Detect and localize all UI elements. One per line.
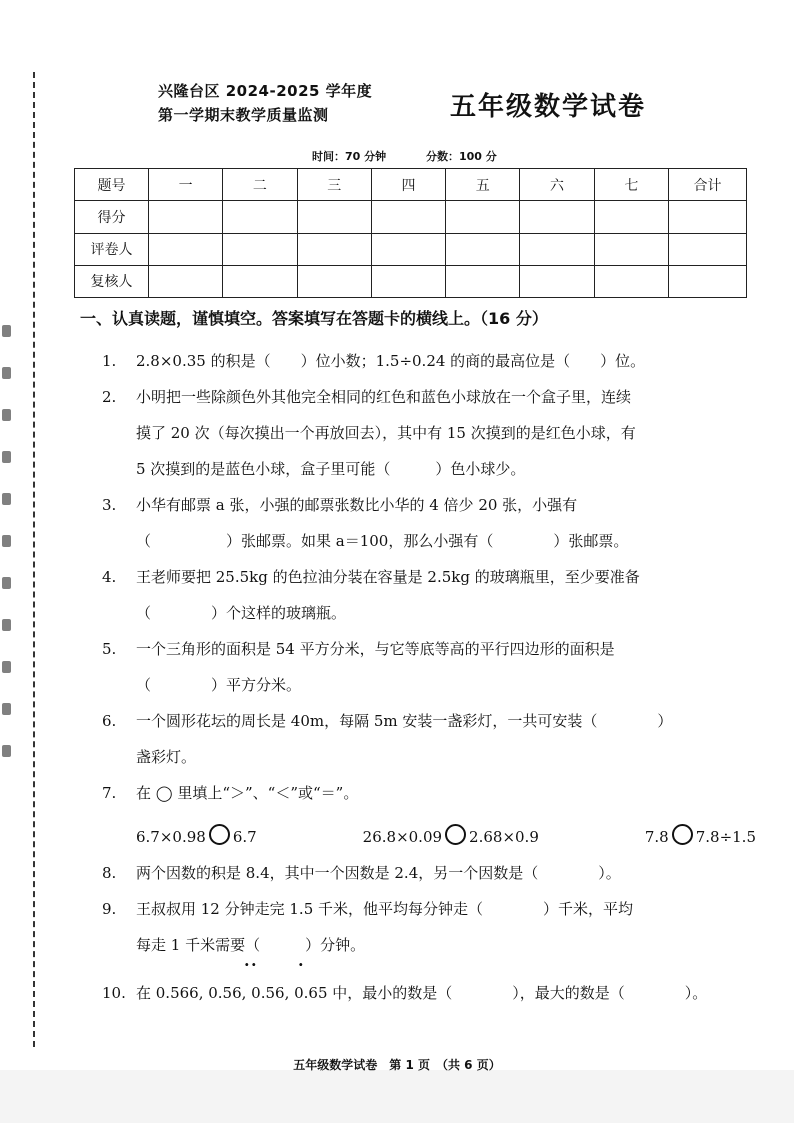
header-line1: 兴隆台区 2024-2025 学年度 bbox=[158, 82, 373, 100]
compare-right: 7.8÷1.5 bbox=[695, 828, 756, 846]
question-text: （ ）个这样的玻璃瓶。 bbox=[136, 604, 347, 622]
question-text: （ ）平方分米。 bbox=[136, 676, 302, 694]
binding-dashed-line bbox=[33, 72, 35, 1047]
exam-content bbox=[80, 300, 770, 1011]
time-limit: 时间：70 分钟 bbox=[312, 150, 387, 163]
grader-row bbox=[75, 233, 747, 265]
question-6 bbox=[80, 703, 770, 775]
question-text: 一个三角形的面积是 54 平方分米，与它等底等高的平行四边形的面积是 bbox=[136, 640, 615, 658]
exam-header bbox=[150, 80, 750, 140]
question-number: 2. bbox=[102, 388, 117, 406]
question-8 bbox=[80, 855, 770, 891]
question-number: 3. bbox=[102, 496, 117, 514]
score-cell[interactable] bbox=[669, 233, 747, 265]
score-cell[interactable] bbox=[149, 233, 223, 265]
header-cell: 三 bbox=[297, 169, 371, 201]
footer-band bbox=[0, 1070, 794, 1123]
total-score: 分数：100 分 bbox=[425, 150, 497, 163]
compare-right: 2.68×0.9 bbox=[469, 828, 539, 846]
compare-circle[interactable] bbox=[445, 824, 466, 845]
score-cell[interactable] bbox=[446, 201, 520, 233]
header-cell: 合计 bbox=[669, 169, 747, 201]
question-text: 摸了 20 次（每次摸出一个再放回去），其中有 15 次摸到的是红色小球，有 bbox=[136, 424, 636, 442]
question-number: 7. bbox=[102, 784, 117, 802]
question-number: 5. bbox=[102, 640, 117, 658]
row-label: 复核人 bbox=[75, 265, 149, 297]
question-number: 9. bbox=[102, 900, 117, 918]
question-number: 1. bbox=[102, 352, 117, 370]
compare-left: 6.7×0.98 bbox=[136, 828, 206, 846]
question-text: 每走 1 千米需要（ ）分钟。 bbox=[136, 936, 366, 954]
score-cell[interactable] bbox=[297, 265, 371, 297]
repeating-decimal-dots bbox=[80, 955, 770, 975]
question-5 bbox=[80, 631, 770, 703]
question-text: （ ）张邮票。如果 a＝100，那么小强有（ ）张邮票。 bbox=[136, 532, 629, 550]
score-cell[interactable] bbox=[520, 233, 594, 265]
compare-left: 26.8×0.09 bbox=[362, 828, 443, 846]
score-cell[interactable] bbox=[223, 233, 297, 265]
score-table bbox=[74, 168, 747, 298]
header-cell: 五 bbox=[446, 169, 520, 201]
question-text: 2.8×0.35 的积是（ ）位小数；1.5÷0.24 的商的最高位是（ ）位。 bbox=[136, 352, 646, 370]
compare-row bbox=[136, 819, 756, 855]
question-number: 10. bbox=[102, 984, 126, 1002]
score-cell[interactable] bbox=[446, 265, 520, 297]
compare-right: 6.7 bbox=[232, 828, 257, 846]
score-cell[interactable] bbox=[223, 265, 297, 297]
score-cell[interactable] bbox=[371, 265, 445, 297]
recurring-dot: · bbox=[298, 955, 304, 974]
header-cell: 一 bbox=[149, 169, 223, 201]
question-number: 8. bbox=[102, 864, 117, 882]
header-cell: 七 bbox=[594, 169, 668, 201]
score-cell[interactable] bbox=[149, 265, 223, 297]
question-text: 在 0.566, 0.56, 0.56, 0.65 中，最小的数是（ ），最大的数是（ ）。 bbox=[136, 984, 708, 1002]
score-cell[interactable] bbox=[669, 201, 747, 233]
section-title: 一、认真读题，谨慎填空。答案填写在答题卡的横线上。（16 分） bbox=[80, 309, 548, 328]
page-footer: 五年级数学试卷 第 1 页 （共 6 页） bbox=[293, 1058, 501, 1072]
question-10 bbox=[80, 975, 770, 1011]
score-cell[interactable] bbox=[149, 201, 223, 233]
question-7 bbox=[80, 775, 770, 855]
header-cell: 六 bbox=[520, 169, 594, 201]
question-text: 小华有邮票 a 张，小强的邮票张数比小华的 4 倍少 20 张，小强有 bbox=[136, 496, 578, 514]
score-cell[interactable] bbox=[297, 201, 371, 233]
compare-item bbox=[136, 819, 257, 855]
score-cell[interactable] bbox=[669, 265, 747, 297]
question-number: 4. bbox=[102, 568, 117, 586]
score-cell[interactable] bbox=[297, 233, 371, 265]
question-2 bbox=[80, 379, 770, 487]
row-label: 得分 bbox=[75, 201, 149, 233]
compare-circle[interactable] bbox=[209, 824, 230, 845]
binding-margin-marks bbox=[0, 325, 16, 787]
question-text: 小明把一些除颜色外其他完全相同的红色和蓝色小球放在一个盒子里，连续 bbox=[136, 388, 632, 406]
score-table-header bbox=[75, 169, 747, 201]
row-label: 评卷人 bbox=[75, 233, 149, 265]
question-text: 王老师要把 25.5kg 的色拉油分装在容量是 2.5kg 的玻璃瓶里，至少要准备 bbox=[136, 568, 640, 586]
compare-left: 7.8 bbox=[644, 828, 669, 846]
score-cell[interactable] bbox=[371, 201, 445, 233]
exam-title: 五年级数学试卷 bbox=[450, 92, 647, 122]
score-cell[interactable] bbox=[594, 233, 668, 265]
score-row bbox=[75, 201, 747, 233]
score-cell[interactable] bbox=[594, 265, 668, 297]
recurring-dot: · bbox=[251, 955, 257, 974]
header-line2: 第一学期末教学质量监测 bbox=[158, 106, 329, 124]
question-text: 盏彩灯。 bbox=[136, 748, 197, 766]
question-text: 5 次摸到的是蓝色小球，盒子里可能（ ）色小球少。 bbox=[136, 460, 526, 478]
header-cell: 题号 bbox=[75, 169, 149, 201]
header-cell: 二 bbox=[223, 169, 297, 201]
score-cell[interactable] bbox=[520, 265, 594, 297]
reviewer-row bbox=[75, 265, 747, 297]
question-4 bbox=[80, 559, 770, 631]
question-text: 王叔叔用 12 分钟走完 1.5 千米，他平均每分钟走（ ）千米，平均 bbox=[136, 900, 634, 918]
question-9 bbox=[80, 891, 770, 963]
header-cell: 四 bbox=[371, 169, 445, 201]
compare-item bbox=[363, 819, 539, 855]
score-cell[interactable] bbox=[446, 233, 520, 265]
question-1 bbox=[80, 343, 770, 379]
question-text: 一个圆形花坛的周长是 40m，每隔 5m 安装一盏彩灯，一共可安装（ ） bbox=[136, 712, 673, 730]
question-text: 在 ◯ 里填上“＞”、“＜”或“＝”。 bbox=[136, 784, 359, 802]
recurring-dot: · bbox=[244, 955, 250, 974]
compare-item bbox=[645, 819, 756, 855]
exam-meta bbox=[312, 148, 497, 164]
question-number: 6. bbox=[102, 712, 117, 730]
question-text: 两个因数的积是 8.4，其中一个因数是 2.4，另一个因数是（ ）。 bbox=[136, 864, 621, 882]
score-cell[interactable] bbox=[223, 201, 297, 233]
score-cell[interactable] bbox=[371, 233, 445, 265]
question-3 bbox=[80, 487, 770, 559]
score-cell[interactable] bbox=[594, 201, 668, 233]
score-cell[interactable] bbox=[520, 201, 594, 233]
compare-circle[interactable] bbox=[672, 824, 693, 845]
